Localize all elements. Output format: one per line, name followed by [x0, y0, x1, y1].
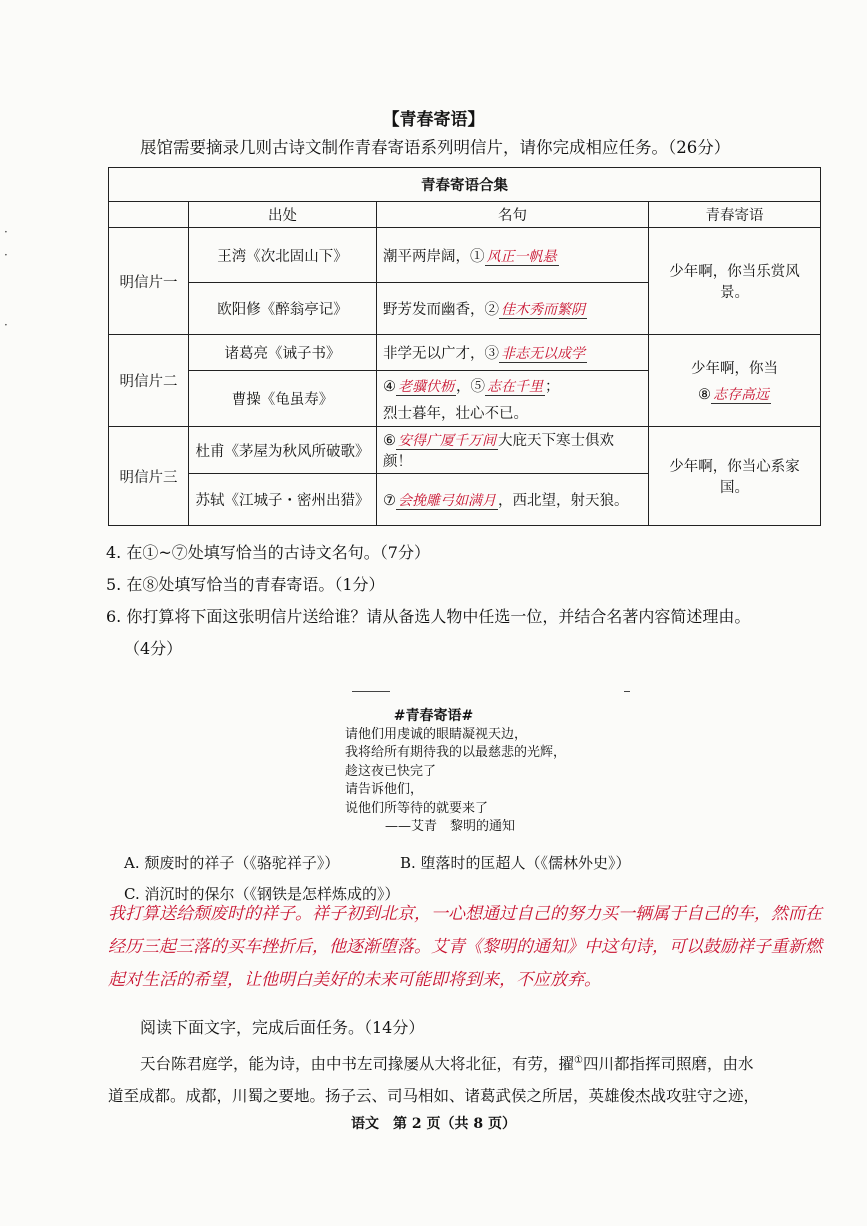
message-cell: 少年啊，你当乐赏风景。 — [649, 228, 821, 335]
source-cell: 杜甫《茅屋为秋风所破歌》 — [189, 427, 377, 474]
quote-cell — [377, 371, 649, 427]
question-6: 6. 你打算将下面这张明信片送给谁？请从备选人物中任选一位，并结合名著内容简述理由。 — [106, 607, 751, 626]
blank-number: ⑥ — [383, 433, 396, 449]
handwritten-answer-7: 会挽雕弓如满月 — [398, 493, 496, 509]
source-cell: 欧阳修《醉翁亭记》 — [189, 283, 377, 335]
poem-line: 请他们用虔诚的眼睛凝视天边， — [345, 726, 528, 742]
passage-text: 天台陈君庭学，能为诗，由中书左司掾屡从大将北征，有劳，擢 — [140, 1055, 575, 1074]
quote-text: 大庇天下寒士俱欢颜！ — [383, 433, 614, 470]
quote-punct: ； — [545, 378, 560, 395]
handwritten-answer-6: 安得广厦千万间 — [398, 433, 496, 449]
margin-mark: · — [4, 318, 8, 332]
source-cell: 王湾《次北固山下》 — [189, 228, 377, 283]
col-header-quote: 名句 — [377, 202, 649, 228]
handwritten-answer-2: 佳木秀而繁阴 — [501, 302, 585, 318]
footnote-mark: ① — [574, 1055, 583, 1066]
section-title: 【青春寄语】 — [382, 110, 485, 130]
quote-text: 潮平两岸阔，① — [383, 248, 485, 265]
question-6-score: （4分） — [124, 639, 183, 658]
source-cell: 苏轼《江城子・密州出猎》 — [189, 474, 377, 526]
handwritten-answer-8: 志存高远 — [713, 387, 769, 403]
passage-text: 四川都指挥司照磨，由水 — [582, 1055, 754, 1074]
quote-cell — [377, 283, 649, 335]
blank-number: ④ — [383, 378, 396, 395]
handwritten-answer-5: 志在千里 — [487, 378, 543, 395]
task-intro: 展馆需要摘录几则古诗文制作青春寄语系列明信片，请你完成相应任务。（26分） — [140, 138, 731, 157]
margin-mark: · — [4, 248, 8, 262]
card-label: 明信片一 — [109, 228, 189, 335]
blank-number: ⑦ — [383, 493, 396, 509]
quote-text: ，西北望，射天狼。 — [498, 493, 629, 509]
divider-line — [352, 691, 390, 692]
passage-line: 道至成都。成都，川蜀之要地。扬子云、司马相如、诸葛武侯之所居，英雄俊杰战攻驻守之迹， — [108, 1087, 760, 1106]
poem-title: #青春寄语# — [393, 708, 474, 724]
quote-cell — [377, 228, 649, 283]
quote-cell — [377, 335, 649, 371]
poem-line: 趁这夜已快完了 — [345, 763, 437, 779]
source-cell: 曹操《龟虽寿》 — [189, 371, 377, 427]
card-label: 明信片三 — [109, 427, 189, 526]
message-text: 少年啊，你当 — [691, 361, 778, 377]
quote-text: 烈士暮年，壮心不已。 — [383, 405, 528, 422]
col-header-message: 青春寄语 — [649, 202, 821, 228]
question-4: 4. 在①~⑦处填写恰当的古诗文名句。（7分） — [106, 543, 430, 562]
handwritten-essay-answer: 我打算送给颓废时的祥子。祥子初到北京，一心想通过自己的努力买一辆属于自己的车，然而在经历三起三落的买车挫折后，他逐渐堕落。艾青《黎明的通知》中这句诗，可以鼓励祥子重新燃起对生活的希望，让他明白美好的未来可能即将到来，不应放弃。 — [108, 904, 822, 990]
option-b: B. 堕落时的匡超人（《儒林外史》） — [400, 854, 631, 872]
poem-line: 说他们所等待的就要来了 — [345, 800, 489, 816]
reading-prompt: 阅读下面文字，完成后面任务。（14分） — [140, 1018, 425, 1037]
passage-line — [108, 1045, 830, 1080]
quote-text: 野芳发而幽香，② — [383, 302, 499, 318]
card-label: 明信片二 — [109, 335, 189, 427]
quote-cell — [377, 427, 649, 474]
quote-text: 非学无以广才，③ — [383, 346, 499, 362]
quote-cell — [377, 474, 649, 526]
source-cell: 诸葛亮《诫子书》 — [189, 335, 377, 371]
divider-line — [624, 691, 630, 692]
message-cell — [649, 335, 821, 427]
message-answer-line — [655, 384, 814, 404]
quote-line: ④ 老骥伏枥 ，⑤ 志在千里 ； — [383, 378, 560, 395]
handwritten-answer-4: 老骥伏枥 — [398, 378, 454, 395]
question-5: 5. 在⑧处填写恰当的青春寄语。（1分） — [106, 575, 385, 594]
table-caption: 青春寄语合集 — [109, 168, 821, 202]
classical-passage — [108, 1045, 830, 1112]
blank-number: ⑤ — [470, 378, 485, 395]
option-c: C. 消沉时的保尔（《钢铁是怎样炼成的》） — [124, 885, 400, 903]
poem-line: 我将给所有期待我的以最慈悲的光辉， — [345, 745, 567, 760]
col-header-source: 出处 — [189, 202, 377, 228]
postcard-poem — [0, 707, 867, 837]
poem-attribution: ——艾青 黎明的通知 — [385, 819, 516, 834]
blank-number: ⑧ — [698, 387, 711, 403]
postcard-table — [108, 167, 821, 526]
page-footer: 语文 第 2 页（共 8 页） — [351, 1116, 516, 1132]
blank-header-cell — [109, 202, 189, 228]
margin-mark: · — [4, 225, 8, 239]
option-a: A. 颓废时的祥子（《骆驼祥子》） — [124, 854, 340, 872]
handwritten-answer-1: 风正一帆悬 — [486, 248, 557, 265]
handwritten-answer-3: 非志无以成学 — [501, 346, 585, 362]
message-cell: 少年啊，你当心系家国。 — [649, 427, 821, 526]
poem-line: 请告诉他们， — [345, 782, 424, 797]
